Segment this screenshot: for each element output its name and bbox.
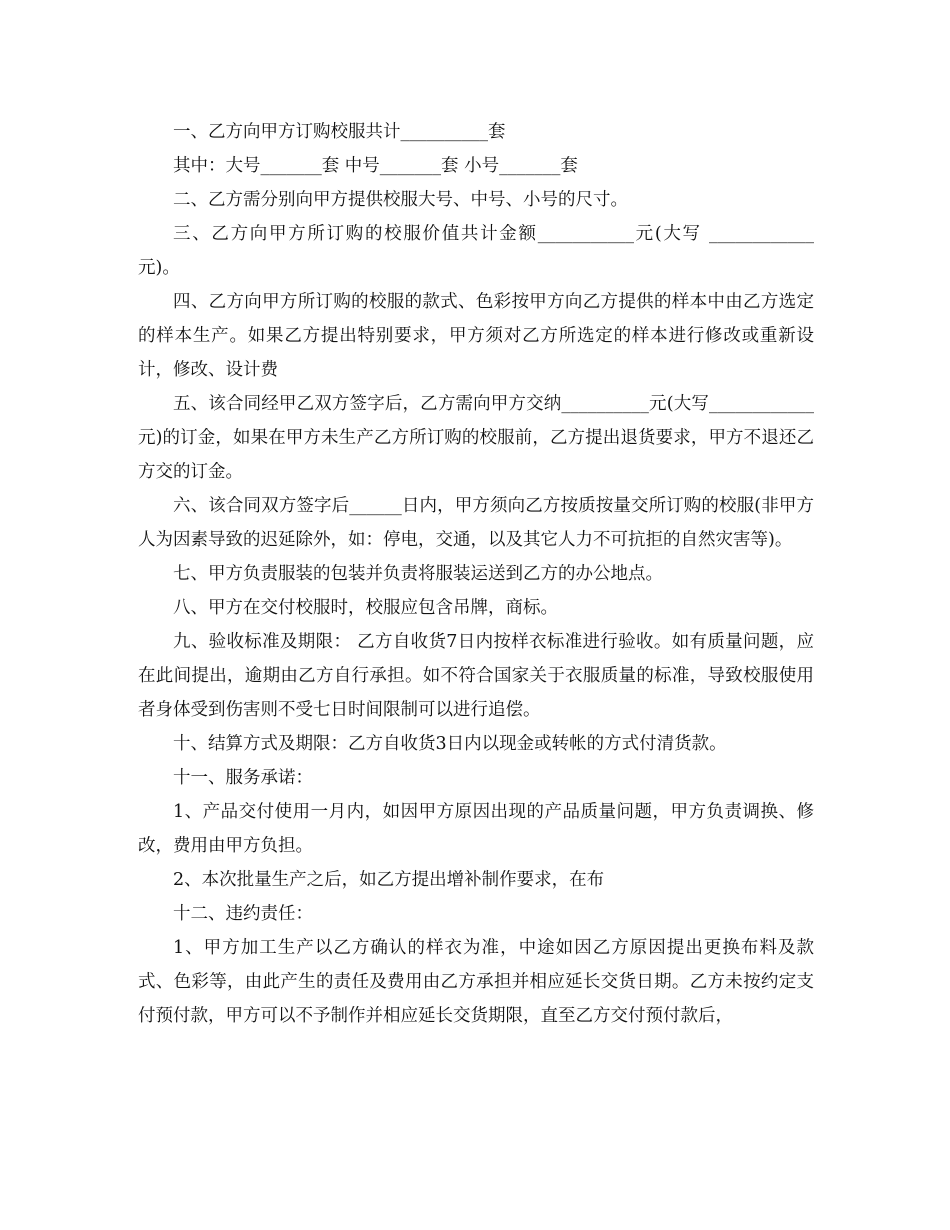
paragraph-item-8-tags: 八、甲方在交付校服时，校服应包含吊牌，商标。 bbox=[173, 598, 558, 618]
document-body bbox=[138, 115, 820, 1033]
paragraph-item-5-deposit: 五、该合同经甲乙双方签字后，乙方需向甲方交纳__________元(大写____________元)的订金，如果在甲方未生产乙方所订购的校服前，乙方提出退货要求，甲方不退还乙方交的订金。 bbox=[138, 394, 814, 482]
paragraph-item-10-settlement: 十、结算方式及期限：乙方自收货3日内以现金或转帐的方式付清货款。 bbox=[173, 734, 727, 754]
paragraph-item-12-heading: 十二、违约责任： bbox=[173, 904, 313, 924]
paragraph-item-12-1: 1、甲方加工生产以乙方确认的样衣为准，中途如因乙方原因提出更换布料及款式、色彩等，由此产生的责任及费用由乙方承担并相应延长交货日期。乙方未按约定支付预付款，甲方可以不予制作并相应延长交货期限，直至乙方交付预付款后， bbox=[138, 938, 814, 1026]
paragraph-item-6-delivery: 六、该合同双方签字后______日内，甲方须向乙方按质按量交所订购的校服(非甲方人为因素导致的迟延除外，如：停电，交通，以及其它人力不可抗拒的自然灾害等)。 bbox=[138, 496, 814, 550]
paragraph-item-11-2: 2、本次批量生产之后，如乙方提出增补制作要求，在布 bbox=[173, 870, 605, 890]
paragraph-item-11-1: 1、产品交付使用一月内，如因甲方原因出现的产品质量问题，甲方负责调换、修改，费用由甲方负担。 bbox=[138, 802, 814, 856]
paragraph-item-9-acceptance: 九、验收标准及期限： 乙方自收货7日内按样衣标准进行验收。如有质量问题，应在此间提出，逾期由乙方自行承担。如不符合国家关于衣服质量的标准，导致校服使用者身体受到伤害则不受七日时间限制可以进行追偿。 bbox=[138, 632, 814, 720]
paragraph-item-11-heading: 十一、服务承诺： bbox=[173, 768, 313, 788]
paragraph-item-4-style: 四、乙方向甲方所订购的校服的款式、色彩按甲方向乙方提供的样本中由乙方选定的样本生产。如果乙方提出特别要求，甲方须对乙方所选定的样本进行修改或重新设计，修改、设计费 bbox=[138, 292, 814, 380]
paragraph-item-1-total-sets: 一、乙方向甲方订购校服共计__________套 bbox=[173, 122, 506, 142]
paragraph-size-breakdown: 其中：大号_______套 中号_______套 小号_______套 bbox=[173, 156, 578, 176]
paragraph-item-3-amount: 三、乙方向甲方所订购的校服价值共计金额___________元(大写 ____________ 元)。 bbox=[138, 224, 820, 278]
paragraph-item-2-sizes: 二、乙方需分别向甲方提供校服大号、中号、小号的尺寸。 bbox=[173, 190, 628, 210]
paragraph-item-7-packaging: 七、甲方负责服装的包装并负责将服装运送到乙方的办公地点。 bbox=[173, 564, 663, 584]
